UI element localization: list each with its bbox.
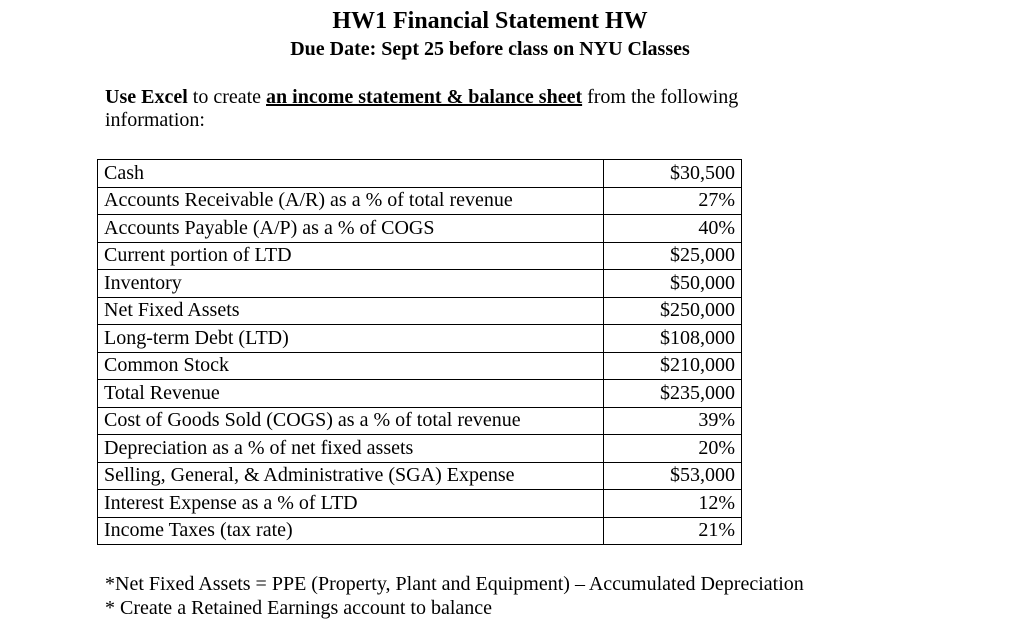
footnote-retained-earnings: * Create a Retained Earnings account to balance — [105, 597, 493, 619]
table-row — [98, 490, 742, 518]
table-row — [98, 462, 742, 490]
instructions-text-a: to create — [187, 86, 267, 108]
table-row — [98, 242, 742, 270]
row-value: 21% — [604, 517, 742, 545]
row-value: $210,000 — [604, 352, 742, 380]
row-value: 39% — [604, 407, 742, 435]
footnotes — [105, 572, 1005, 620]
due-date-subtitle: Due Date: Sept 25 before class on NYU Classes — [290, 38, 690, 60]
row-label: Cost of Goods Sold (COGS) as a % of total revenue — [98, 407, 604, 435]
row-label: Inventory — [98, 270, 604, 298]
row-value: 40% — [604, 215, 742, 243]
row-label: Accounts Receivable (A/R) as a % of total revenue — [98, 187, 604, 215]
footnote-net-fixed-assets: *Net Fixed Assets = PPE (Property, Plant and Equipment) – Accumulated Depreciation — [105, 573, 804, 595]
row-label: Net Fixed Assets — [98, 297, 604, 325]
table-row — [98, 380, 742, 408]
table-row — [98, 187, 742, 215]
row-value: 20% — [604, 435, 742, 463]
table-row — [98, 160, 742, 188]
page-title: HW1 Financial Statement HW — [332, 8, 648, 34]
row-value: $25,000 — [604, 242, 742, 270]
row-label: Long-term Debt (LTD) — [98, 325, 604, 353]
table-row — [98, 407, 742, 435]
financial-data-table — [97, 159, 742, 545]
row-value: 12% — [604, 490, 742, 518]
row-label: Common Stock — [98, 352, 604, 380]
row-label: Depreciation as a % of net fixed assets — [98, 435, 604, 463]
row-value: $53,000 — [604, 462, 742, 490]
row-label: Total Revenue — [98, 380, 604, 408]
row-label: Selling, General, & Administrative (SGA) Expense — [98, 462, 604, 490]
instructions-excel: Use Excel — [105, 86, 188, 108]
row-value: 27% — [604, 187, 742, 215]
row-label: Cash — [98, 160, 604, 188]
table-row — [98, 435, 742, 463]
row-value: $50,000 — [604, 270, 742, 298]
row-label: Current portion of LTD — [98, 242, 604, 270]
table-row — [98, 352, 742, 380]
instructions-text-b: from the following information: — [105, 86, 739, 131]
row-label: Interest Expense as a % of LTD — [98, 490, 604, 518]
instructions-paragraph — [105, 86, 805, 132]
row-value: $30,500 — [604, 160, 742, 188]
table-row — [98, 297, 742, 325]
row-label: Income Taxes (tax rate) — [98, 517, 604, 545]
table-row — [98, 215, 742, 243]
instructions-deliverable: an income statement & balance sheet — [266, 86, 583, 108]
row-value: $250,000 — [604, 297, 742, 325]
table-row — [98, 517, 742, 545]
row-label: Accounts Payable (A/P) as a % of COGS — [98, 215, 604, 243]
table-row — [98, 325, 742, 353]
table-row — [98, 270, 742, 298]
row-value: $108,000 — [604, 325, 742, 353]
row-value: $235,000 — [604, 380, 742, 408]
